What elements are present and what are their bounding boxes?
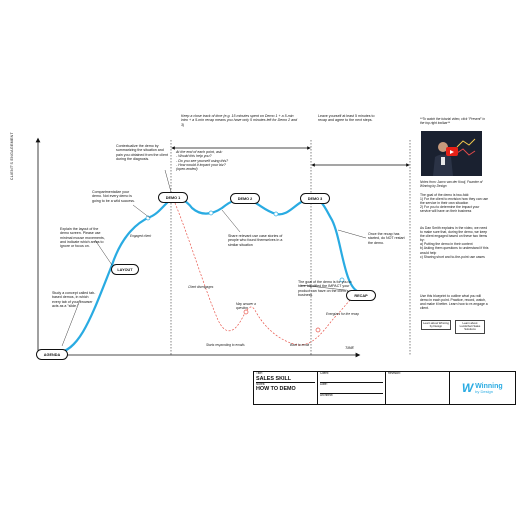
marker-may-answer bbox=[244, 310, 248, 314]
note-study: Study a concept called tab-based demos, in which every tab of your browser acts as a "slide." bbox=[52, 291, 96, 308]
marker-dip bbox=[209, 211, 213, 215]
note-once-recap: Once the recap has started, do NOT restart the demo. bbox=[368, 232, 405, 245]
date-label: Date: bbox=[320, 383, 383, 394]
use-blueprint: Use this blueprint to outline what you will demo in each point. Practice, record, watch, and make it better. Learn how to re-engage a client. bbox=[420, 294, 488, 311]
leader-once bbox=[338, 230, 366, 238]
marker-dip-2 bbox=[274, 212, 278, 216]
note-goal: The goal of the demo is for you to have identified the IMPACT your product can have on the client's business. bbox=[298, 280, 352, 297]
node-demo3: DEMO 3 bbox=[300, 193, 330, 204]
brand-main: Winning bbox=[475, 382, 503, 390]
marker-recap-dash bbox=[316, 328, 320, 332]
w-icon: W bbox=[461, 381, 474, 395]
node-demo1: DEMO 1 bbox=[158, 192, 188, 203]
label-engaged: Engaged client bbox=[130, 234, 152, 238]
play-icon[interactable] bbox=[446, 147, 458, 156]
notes-value: HOW TO DEMO bbox=[256, 386, 296, 393]
notes-label: Notes: bbox=[256, 382, 315, 387]
video-thumbnail[interactable] bbox=[421, 131, 482, 176]
label-starts-responding: Starts responding to emails bbox=[206, 343, 245, 347]
label-disengages: Client disengages bbox=[188, 285, 214, 289]
notes-from: Notes from: Jacco van der Kooij, Founder of Winning by Design bbox=[420, 180, 483, 189]
architect-label: Architect: bbox=[319, 393, 334, 397]
goal-twofold: The goal of the demo is two-fold: 1) For the client to envision how they can use the service in their own situation 2) For you to determine the impact your service will have on their business bbox=[420, 193, 489, 214]
leader-share bbox=[222, 210, 240, 232]
label-back-to-email: Back to email bbox=[290, 343, 310, 347]
note-end-of-point: At the end of each point, ask: - Would this help you? - Do you see yourself using this? - How would it impact your biz? (open-ended) bbox=[176, 150, 229, 172]
x-axis-label: TIME bbox=[345, 346, 355, 350]
learn-winning-button[interactable]: Learn about Winning by Design bbox=[421, 320, 451, 330]
note-contextualize: Contextualize the demo by summarizing the situation and pain you obtained from the client during the diagnosis. bbox=[116, 144, 168, 161]
node-agenda: AGENDA bbox=[36, 349, 68, 360]
client-label: Client: bbox=[320, 372, 383, 383]
node-layout: LAYOUT bbox=[111, 264, 139, 275]
as-explains: As Dan Smith explains in the video, we need to make sure that, during the demo, we keep the client engaged based on these two items by: a) Putting the demo in their context b) Asking them questions to understand if this would help c) Sharing short and to-the-point use cases bbox=[420, 226, 489, 259]
learn-lucidchart-button[interactable]: Learn about Lucidchart Sales Solutions bbox=[455, 320, 485, 334]
disengagement-curve bbox=[175, 203, 358, 345]
label-may-answer: May answer a question bbox=[236, 302, 256, 310]
node-demo2: DEMO 2 bbox=[230, 193, 260, 204]
label-energizes: Energizes for the recap bbox=[326, 312, 359, 316]
note-explain-layout: Explain the layout of the demo screen. Please use minimal mouse movements, and indicate which areas to ignore or focus on. bbox=[60, 227, 105, 249]
note-share-relevant: Share relevant use case stories of people who found themselves in a similar situation bbox=[228, 234, 283, 247]
revision-label: Revision: bbox=[387, 371, 401, 375]
node-recap: RECAP bbox=[346, 290, 376, 301]
y-axis-label: CLIENT'S ENGAGEMENT bbox=[10, 131, 14, 181]
note-keep-sliced: Keep a close track of time (e.g. 15 minutes spent on Demo 1 + a 5-min intro + a 5-min recap means you have only 5 minutes left for Demo 2 and 3) bbox=[181, 114, 298, 127]
title-label: Title: bbox=[256, 371, 263, 375]
watch-instruction: **To watch the tutorial video, click "Present" in the top right toolbar** bbox=[420, 117, 485, 126]
brand-sub: by Design bbox=[475, 388, 493, 394]
leader-compart bbox=[133, 205, 150, 218]
engagement-curve bbox=[56, 198, 360, 353]
note-compartmentalize: Compartmentalize your demo. Not every demo is going to be a wild success. bbox=[92, 190, 135, 203]
leader-context bbox=[165, 170, 171, 192]
title-block bbox=[253, 371, 516, 405]
note-leave-yourself: Leave yourself at least 5 minutes to recap and agree to the next steps. bbox=[318, 114, 375, 123]
brand-logo bbox=[452, 381, 513, 395]
title-value: SALES SKILL bbox=[256, 375, 292, 382]
